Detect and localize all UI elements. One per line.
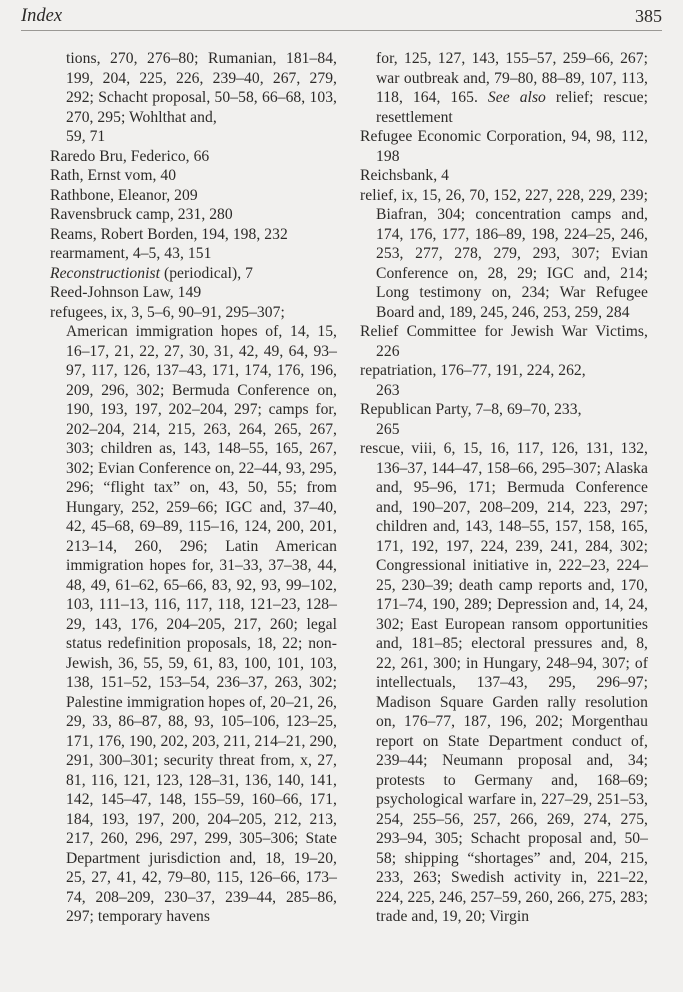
index-entry: Reichsbank, 4 <box>360 167 449 184</box>
index-entry-line: repatriation, 176–77, 191, 224, 262, <box>360 362 586 379</box>
index-entry-line: Republican Party, 7–8, 69–70, 233, <box>360 401 582 418</box>
index-entry: Refugee Economic Corporation, 94, 98, 112, 198 <box>360 128 648 165</box>
index-entry-rest: (periodical), 7 <box>160 264 254 282</box>
section-title: Index <box>21 6 63 26</box>
index-entry-line: 263 <box>376 381 400 399</box>
index-entry: refugees, ix, 3, 5–6, 90–91, 295–307; <box>50 303 285 321</box>
index-entry-text: for, 125, 127, 143, 155–57, 259–66, 267; war outbreak and, 79–80, 88–89, 107, 113, 118, 164, 165. <box>376 50 648 106</box>
see-also-targets: relief; rescue; resettlement <box>376 89 649 126</box>
index-entry: Rath, Ernst vom, 40 <box>50 167 177 184</box>
index-entry: relief, ix, 15, 26, 70, 152, 227, 228, 229, 239; Biafran, 304; concentration camps and, 174, 176, 177, 186–89, 198, 224–25, 246, 253, 277, 278, 279, 293, 307; Evian Conference on, 28, 29; IGC and, 214; Long testimony on, 234; War Refugee Board and, 189, 245, 246, 253, 259, 284 <box>360 186 648 321</box>
index-entry: Ravensbruck camp, 231, 280 <box>50 206 233 223</box>
index-column-right <box>360 49 648 927</box>
index-entry: Reams, Robert Borden, 194, 198, 232 <box>50 225 288 243</box>
see-also-label: See also <box>487 89 546 106</box>
running-header <box>21 6 662 31</box>
index-entry: Raredo Bru, Federico, 66 <box>50 147 210 165</box>
index-entry <box>50 264 337 284</box>
index-entry: Rathbone, Eleanor, 209 <box>50 186 198 204</box>
page-number: 385 <box>635 6 662 26</box>
index-column-left <box>50 49 337 927</box>
index-entry <box>360 361 648 400</box>
index-entry: American immigration hopes of, 14, 15, 16–17, 21, 22, 27, 30, 31, 42, 49, 64, 93–97, 117, 126, 137–43, 171, 174, 176, 196, 209, 296, 302; Bermuda Conference on, 190, 193, 197, 202–204, 297; camps for, 202–204, 214, 215, 263, 264, 265, 267, 303; children as, 143, 148–55, 165, 267, 302; Evian Conference on, 22–44, 93, 295, 296; “flight tax” on, 43, 50, 55; from Hungary, 252, 259–66; IGC and, 37–40, 42, 45–68, 69–89, 115–16, 124, 200, 201, 213–14, 260, 296; Latin American immigration hopes for, 31–33, 37–38, 44, 48, 49, 61–62, 65–66, 83, 92, 93, 99–102, 103, 111–13, 116, 117, 118, 121–23, 128–29, 143, 176, 204–205, 217, 260; legal status redefinition proposals, 18, 22; non-Jewish, 36, 55, 59, 61, 83, 100, 101, 103, 138, 151–52, 153–54, 236–37, 263, 302; Palestine immigration hopes of, 20–21, 26, 29, 33, 86–87, 88, 93, 105–106, 123–25, 171, 176, 190, 202, 203, 211, 214–21, 290, 291, 300–301; security threat from, x, 27, 81, 116, 121, 123, 128–31, 136, 140, 141, 142, 145–47, 148, 155–59, 160–66, 171, 184, 193, 197, 200, 204–205, 212, 213, 217, 260, 296, 297, 299, 305–306; State Department jurisdiction and, 18, 19–20, 25, 27, 41, 42, 79–80, 115, 126–66, 173–74, 208–209, 230–37, 239–44, 285–86, 297; temporary havens <box>66 323 337 925</box>
index-entry: Relief Committee for Jewish War Victims, 226 <box>360 323 648 360</box>
index-entry: tions, 270, 276–80; Rumanian, 181–84, 199, 204, 225, 226, 239–40, 267, 279, 292; Schacht proposal, 50–58, 66–68, 103, 270, 295; Wohlthat and, <box>66 50 337 126</box>
index-entry-italic-head: Reconstructionist <box>50 264 160 282</box>
index-entry <box>360 400 648 439</box>
index-entry: Reed-Johnson Law, 149 <box>50 284 202 301</box>
index-entry <box>360 49 648 127</box>
index-entry: 59, 71 <box>66 128 106 145</box>
index-entry: rescue, viii, 6, 15, 16, 117, 126, 131, 132, 136–37, 144–47, 158–66, 295–307; Alaska and, 95–96, 171; Bermuda Conference and, 190–207, 208–209, 214, 223, 297; children and, 143, 148–55, 157, 158, 165, 171, 192, 197, 224, 239, 241, 284, 302; Congressional initiative in, 222–23, 224–25, 230–39; death camp reports and, 170, 171–74, 190, 289; Depression and, 14, 24, 302; East European ransom opportunities and, 181–85; electoral pressures and, 8, 22, 261, 300; in Hungary, 248–94, 307; of intellectuals, 137–43, 295, 296–97; Madison Square Garden rally resolution on, 176–77, 187, 196, 202; Morgenthau report on State Department conduct of, 239–44; Neumann proposal and, 34; protests to Germany and, 168–69; psychological warfare in, 227–29, 251–53, 254, 255–56, 257, 266, 269, 274, 275, 293–94, 305; Schacht proposal and, 50–58; shipping “shortages” and, 204, 215, 233, 263; Swedish activity in, 221–22, 224, 225, 246, 257–59, 260, 266, 275, 283; trade and, 19, 20; Virgin <box>360 440 648 925</box>
index-entry-line: 265 <box>376 420 400 438</box>
index-entry: rearmament, 4–5, 43, 151 <box>50 245 212 262</box>
